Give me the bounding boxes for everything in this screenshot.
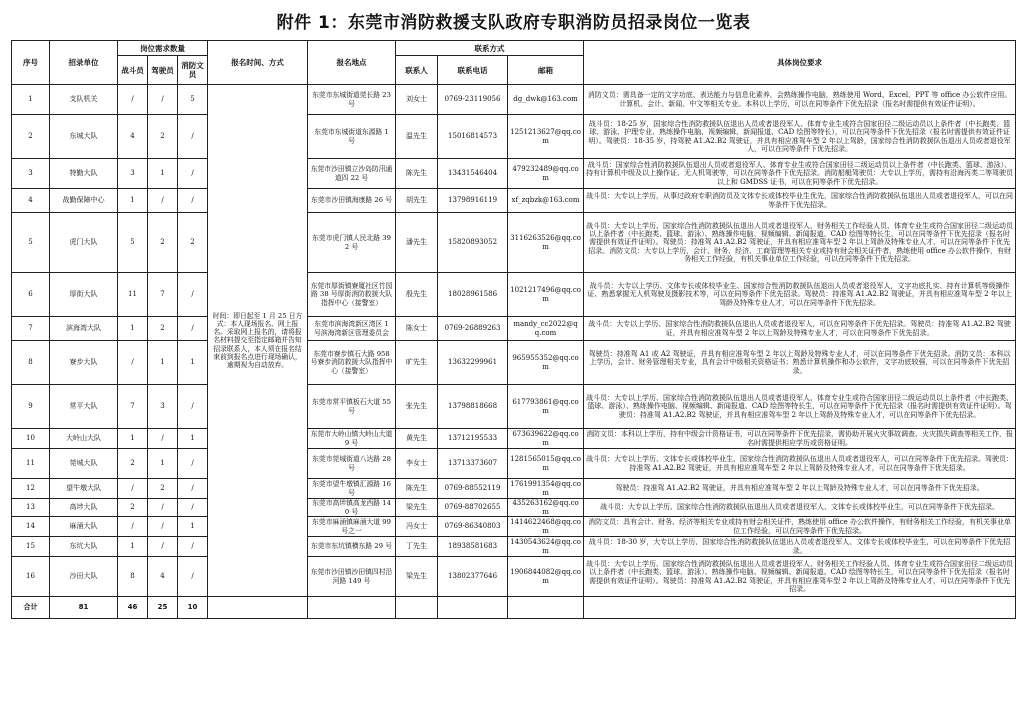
row-requirements: 战斗员：大专以上学历、国家综合性消防救援队伍退出人员或者退役军人、文体专长或体校毕业生，可以在同等条件下优先招录。 xyxy=(584,499,1016,517)
row-person: 刘女士 xyxy=(396,85,438,115)
row-email: 1761991354@qq.com xyxy=(508,479,584,499)
table-row xyxy=(12,189,1016,213)
row-clerk: / xyxy=(178,189,208,213)
total-empty-signup xyxy=(208,597,308,619)
row-combat: 1 xyxy=(118,537,148,557)
table-row xyxy=(12,273,1016,317)
row-combat: / xyxy=(118,85,148,115)
row-email: 965955352@qq.com xyxy=(508,341,584,385)
row-person: 旷先生 xyxy=(396,341,438,385)
table-row xyxy=(12,115,1016,159)
row-unit: 常平大队 xyxy=(50,385,118,429)
table-row xyxy=(12,85,1016,115)
row-place: 东莞市东城街道东源路 1 号 xyxy=(308,115,396,159)
row-place: 东莞市虎门镇人民北路 392 号 xyxy=(308,213,396,273)
row-requirements: 战斗员：大专以上学历，从事过政府专职消防员及文体专长或体校毕业生优先，国家综合性消防救援队伍退出人员或者退役军人，可以在同等条件下优先招录。 xyxy=(584,189,1016,213)
row-email: 479232489@qq.com xyxy=(508,159,584,189)
row-driver: 4 xyxy=(148,557,178,597)
row-requirements: 消防文员：具有会计、财务、经济等相关专业或持有财会相关证件，熟练使用 office 办公软件操作，有财务相关工作经验，有机关事业单位工作经验，可以在同等条件下优先招录。 xyxy=(584,517,1016,537)
total-driver: 25 xyxy=(148,597,178,619)
header-place: 报名地点 xyxy=(308,41,396,85)
row-place: 东莞市望牛墩镇汇源路 16 号 xyxy=(308,479,396,499)
row-unit: 滨海湾大队 xyxy=(50,317,118,341)
row-clerk: / xyxy=(178,317,208,341)
row-seq: 10 xyxy=(12,429,50,449)
table-row xyxy=(12,385,1016,429)
row-place: 东莞市常平镇板石大道 55 号 xyxy=(308,385,396,429)
row-seq: 15 xyxy=(12,537,50,557)
row-unit: 东城大队 xyxy=(50,115,118,159)
row-email: dg_dwk@163.com xyxy=(508,85,584,115)
row-requirements: 消防文员：本科以上学历，持有中级会计资格证书，可以在同等条件下优先招录，需协助开展火灾事故调查、火灾损失调查等相关工作，报名时需提供相应学历或资格证明。 xyxy=(584,429,1016,449)
row-phone: 13713373607 xyxy=(438,449,508,479)
row-seq: 8 xyxy=(12,341,50,385)
row-person: 李女士 xyxy=(396,449,438,479)
row-unit: 望牛墩大队 xyxy=(50,479,118,499)
row-driver: 2 xyxy=(148,213,178,273)
row-seq: 9 xyxy=(12,385,50,429)
row-person: 殷先生 xyxy=(396,273,438,317)
row-place: 东莞市沙田镇立沙岛防汛通道四 22 号 xyxy=(308,159,396,189)
row-clerk: / xyxy=(178,385,208,429)
row-requirements: 战斗员：18-30 岁，大专以上学历，国家综合性消防救援队伍退出人员或者退役军人、文体专长或体校毕业生，可以在同等条件下优先招录。 xyxy=(584,537,1016,557)
row-place: 东莞市沙田镇海康路 26 号 xyxy=(308,189,396,213)
row-place: 东莞市麻涌镇麻涌大道 99 号之一 xyxy=(308,517,396,537)
header-unit: 招录单位 xyxy=(50,41,118,85)
row-unit: 虎门大队 xyxy=(50,213,118,273)
row-clerk: 2 xyxy=(178,213,208,273)
row-combat: 3 xyxy=(118,159,148,189)
row-email: 435263162@qq.com xyxy=(508,499,584,517)
row-phone: 13798818668 xyxy=(438,385,508,429)
row-person: 潘先生 xyxy=(396,213,438,273)
row-combat: 5 xyxy=(118,213,148,273)
row-email: 617793861@qq.com xyxy=(508,385,584,429)
row-email: 1414622468@qq.com xyxy=(508,517,584,537)
row-combat: 11 xyxy=(118,273,148,317)
table-row xyxy=(12,317,1016,341)
row-seq: 2 xyxy=(12,115,50,159)
total-clerk: 10 xyxy=(178,597,208,619)
row-unit: 东坑大队 xyxy=(50,537,118,557)
row-person: 梁先生 xyxy=(396,499,438,517)
row-person: 胡先生 xyxy=(396,189,438,213)
row-phone: 13712195533 xyxy=(438,429,508,449)
row-phone: 15820893052 xyxy=(438,213,508,273)
row-email: 3116263526@qq.com xyxy=(508,213,584,273)
row-clerk: / xyxy=(178,479,208,499)
row-person: 丁先生 xyxy=(396,537,438,557)
row-requirements: 驾驶员：持准驾 A1 或 A2 驾驶证，并具有相应准驾车型 2 年以上驾龄及特殊专业人才，可以在同等条件下优先招录。消防文员：本科以上学历，会计、财务管理相关专业，具有会计中级相关资格证书；熟悉计算机操作和办公软件，文字功底较强，可以在同等条件下优先招录。 xyxy=(584,341,1016,385)
row-email: 673639622@qq.com xyxy=(508,429,584,449)
total-label: 合计 xyxy=(12,597,50,619)
row-phone: 0769-23119056 xyxy=(438,85,508,115)
row-combat: 1 xyxy=(118,429,148,449)
row-unit: 麻涌大队 xyxy=(50,517,118,537)
row-clerk: 1 xyxy=(178,517,208,537)
header-driver: 驾驶员 xyxy=(148,56,178,85)
row-person: 陈先生 xyxy=(396,479,438,499)
row-person: 梁先生 xyxy=(396,557,438,597)
row-phone: 0769-26889263 xyxy=(438,317,508,341)
signup-time-method: 时间：即日起至 1 月 25 日方式：本人现场报名、网上报名。采取网上报名的，请将报名材料提交至指定邮箱并告知招录联系人，本人须在报名结束前到报名点进行现场确认，逾期视为自动放弃。 xyxy=(208,85,308,597)
row-driver: / xyxy=(148,537,178,557)
header-seq: 序号 xyxy=(12,41,50,85)
row-person: 张先生 xyxy=(396,385,438,429)
row-phone: 13798916119 xyxy=(438,189,508,213)
row-requirements: 驾驶员：持准驾 A1.A2.B2 驾驶证，并具有相应准驾车型 2 年以上驾龄及特殊专业人才，可以在同等条件下优先招录。 xyxy=(584,479,1016,499)
row-seq: 3 xyxy=(12,159,50,189)
row-driver: 2 xyxy=(148,479,178,499)
row-phone: 13802377646 xyxy=(438,557,508,597)
table-row xyxy=(12,159,1016,189)
row-email: mandy_cc2022@qq.com xyxy=(508,317,584,341)
row-email: 1251213627@qq.com xyxy=(508,115,584,159)
row-unit: 沙田大队 xyxy=(50,557,118,597)
row-unit: 厚街大队 xyxy=(50,273,118,317)
total-empty-email xyxy=(508,597,584,619)
row-email: xf_zqbzk@163.com xyxy=(508,189,584,213)
row-phone: 18938581683 xyxy=(438,537,508,557)
row-clerk: / xyxy=(178,557,208,597)
row-requirements: 战斗员：国家综合性消防救援队伍退出人员或者退役军人、体育专业生或符合国家田径二级运动员以上条件者（中长跑类、篮球、游泳）、持有计算机中级及以上操作证、无人机驾驶等，可以在同等条件下优先招录。消防船艇驾驶员：大专以上学历，需持有沿海丙类二等驾驶员以上和 GMDSS 证书，可以在同等条件下优先招录。 xyxy=(584,159,1016,189)
row-email: 1021217496@qq.com xyxy=(508,273,584,317)
row-person: 温先生 xyxy=(396,115,438,159)
row-phone: 0769-88552119 xyxy=(438,479,508,499)
table-row xyxy=(12,499,1016,517)
row-driver: 1 xyxy=(148,449,178,479)
row-driver: 2 xyxy=(148,115,178,159)
total-empty-person xyxy=(396,597,438,619)
row-combat: 2 xyxy=(118,449,148,479)
header-demand: 岗位需求数量 xyxy=(118,41,208,56)
row-unit: 莞城大队 xyxy=(50,449,118,479)
row-clerk: 1 xyxy=(178,429,208,449)
row-requirements: 战斗员：大专以上学历、国家综合性消防救援队伍退出人员或者退役军人、财务相关工作经验人员、体育专业生或符合国家田径二级运动员以上条件者（中长跑类、篮球、游泳）、熟练操作电脑、视频编辑、新闻报道、CAD 绘图等特长生，可以在同等条件下优先招录（报名时需提供有效证件证明）。驾驶员：持准驾 A1.A2.B2 驾驶证，并具有相应准驾车型 2 年以上驾龄及特殊专业人才，可以在同等条件下优先招录。消防文员：大专以上学历，会计、财务、经济、工商管理等相关专业或持有财会相关证件者，熟练使用 office 办公软件操作，有财务相关工作经验，有机关事业单位工作经验，可以在同等条件下优先招录。 xyxy=(584,213,1016,273)
row-place: 东莞市东城街道莞长路 23 号 xyxy=(308,85,396,115)
row-person: 黄先生 xyxy=(396,429,438,449)
row-requirements: 战斗员：大专以上学历、国家综合性消防救援队伍退出人员或者退役军人、财务相关工作经验人员、体育专业生或符合国家田径二级运动员以上条件者（中长跑类、篮球、游泳）、熟练操作电脑、视频编辑、新闻报道、CAD 绘图等特长生，可以在同等条件下优先招录（报名时需提供有效证件证明）。驾驶员：持准驾 A1.A2.B2 驾驶证，并具有相应准驾车型 2 年以上驾龄及特殊专业人才，可以在同等条件下优先招录。 xyxy=(584,557,1016,597)
row-unit: 特勤大队 xyxy=(50,159,118,189)
row-requirements: 战斗员：大专以上学历、文体专长或体校毕业生、国家综合性消防救援队伍退出人员或者退役军人，文字功底扎实、持有计算机等级操作证、熟悉掌握无人机驾驶及摄影技术等，可以在同等条件下优先招录。驾驶员：持准驾 A1.A2.B2 驾驶证，并具有相应准驾车型 2 年以上驾龄及特殊专业人才，可以在同等条件下优先招录。 xyxy=(584,273,1016,317)
header-signup: 报名时间、方式 xyxy=(208,41,308,85)
header-requirements: 具体岗位要求 xyxy=(584,41,1016,85)
row-combat: 2 xyxy=(118,499,148,517)
row-clerk: / xyxy=(178,115,208,159)
recruitment-table xyxy=(11,40,1016,619)
row-driver: 3 xyxy=(148,385,178,429)
row-unit: 寮步大队 xyxy=(50,341,118,385)
row-driver: 1 xyxy=(148,159,178,189)
row-place: 东莞市高埗镇高龙西路 140 号 xyxy=(308,499,396,517)
row-clerk: 1 xyxy=(178,341,208,385)
table-row xyxy=(12,537,1016,557)
row-phone: 13632299961 xyxy=(438,341,508,385)
row-person: 冯女士 xyxy=(396,517,438,537)
row-unit: 支队机关 xyxy=(50,85,118,115)
row-clerk: / xyxy=(178,449,208,479)
row-requirements: 战斗员：大专以上学历、国家综合性消防救援队伍退出人员或者退役军人，可以在同等条件下优先招录。驾驶员：持准驾 A1.A2.B2 驾驶证，并具有相应准驾车型 2 年以上驾龄及特殊专业人才，可以在同等条件下优先招录。 xyxy=(584,317,1016,341)
row-driver: / xyxy=(148,499,178,517)
row-combat: 1 xyxy=(118,317,148,341)
row-place: 东莞市滨海湾新区湾区 1 号滨海湾新区管理委员会 xyxy=(308,317,396,341)
total-combat: 46 xyxy=(118,597,148,619)
row-seq: 12 xyxy=(12,479,50,499)
total-empty-place xyxy=(308,597,396,619)
row-seq: 14 xyxy=(12,517,50,537)
row-requirements: 战斗员：18-25 岁，国家综合性消防救援队伍退出人员或者退役军人、体育专业生或符合国家田径二级运动员以上条件者（中长跑类、篮球、游泳、护理专业、熟练操作电脑、视频编辑、新闻报道、CAD 绘图等特长），可以在同等条件下优先招录（报名时需提供有效证件证明）。驾驶员：18-35 岁，持驾驶 A1.A2.B2 驾驶证，并具有相应准驾车型 2 年以上驾龄，国家综合性消防救援队伍退出人员或者退役军人，可以在同等条件下优先招录。 xyxy=(584,115,1016,159)
table-row xyxy=(12,449,1016,479)
row-unit: 战勤保障中心 xyxy=(50,189,118,213)
row-email: 1906844082@qq.com xyxy=(508,557,584,597)
row-combat: 4 xyxy=(118,115,148,159)
header-email: 邮箱 xyxy=(508,56,584,85)
header-contact: 联系方式 xyxy=(396,41,584,56)
row-seq: 11 xyxy=(12,449,50,479)
row-phone: 0769-88702655 xyxy=(438,499,508,517)
table-row xyxy=(12,429,1016,449)
row-place: 东莞市厚街镇寮厦社区竹园路 38 号厚街消防救援大队指挥中心（接警室） xyxy=(308,273,396,317)
row-clerk: / xyxy=(178,537,208,557)
row-phone: 18028961586 xyxy=(438,273,508,317)
row-place: 东莞市莞城街道八达路 28 号 xyxy=(308,449,396,479)
row-combat: / xyxy=(118,517,148,537)
row-combat: / xyxy=(118,341,148,385)
table-body xyxy=(12,85,1016,597)
row-place: 东莞市东坑镇横东路 29 号 xyxy=(308,537,396,557)
row-unit: 高埗大队 xyxy=(50,499,118,517)
row-place: 东莞市沙田镇沙田镇四村沿河路 149 号 xyxy=(308,557,396,597)
row-requirements: 战斗员：大专以上学历、文体专长或体校毕业生、国家综合性消防救援队伍退出人员或者退役军人，可以在同等条件下优先招录。驾驶员：持准驾 A1.A2.B2 驾驶证，并具有相应准驾车型 2 年以上驾龄及特殊专业人才，可以在同等条件下优先招录。 xyxy=(584,449,1016,479)
table-row xyxy=(12,557,1016,597)
row-combat: 7 xyxy=(118,385,148,429)
row-seq: 6 xyxy=(12,273,50,317)
row-phone: 13431546404 xyxy=(438,159,508,189)
row-clerk: / xyxy=(178,273,208,317)
header-person: 联系人 xyxy=(396,56,438,85)
row-combat: 8 xyxy=(118,557,148,597)
row-driver: / xyxy=(148,429,178,449)
total-empty-phone xyxy=(438,597,508,619)
header-phone: 联系电话 xyxy=(438,56,508,85)
row-person: 陈先生 xyxy=(396,159,438,189)
row-driver: / xyxy=(148,189,178,213)
row-clerk: / xyxy=(178,159,208,189)
total-sum: 81 xyxy=(50,597,118,619)
row-place: 东莞市寮步镇石大路 958 号寮步消防救援大队指挥中心（接警室） xyxy=(308,341,396,385)
header-clerk: 消防文员 xyxy=(178,56,208,85)
row-place: 东莞市大岭山镇大岭山大道 9 号 xyxy=(308,429,396,449)
row-driver: / xyxy=(148,517,178,537)
row-clerk: 5 xyxy=(178,85,208,115)
row-requirements: 战斗员：大专以上学历、国家综合性消防救援队伍退出人员或者退役军人、体育专业生或符合国家田径二级运动员以上条件者（中长跑类、篮球、游泳）、熟练操作电脑、视频编辑、新闻报道、CAD 绘图等特长生，可以在同等条件下优先招录（报名时需提供有效证件证明）。驾驶员：持准驾 A1.A2.B2 驾驶证，并具有相应准驾车型 2 年以上驾龄及特殊专业人才，可以在同等条件下优先招录。 xyxy=(584,385,1016,429)
row-combat: / xyxy=(118,479,148,499)
row-requirements: 消防文员：需具备一定的文字功底、表达能力与信息化素养，会熟练操作电脑，熟练使用 Word、Excel、PPT 等 office 办公软件应用。计算机、会计、新闻、中文等相关专业。本科以上学历，可以在同等条件下优先招录（报名时需提供有效证件证明）。 xyxy=(584,85,1016,115)
row-seq: 1 xyxy=(12,85,50,115)
row-phone: 15016814573 xyxy=(438,115,508,159)
row-seq: 16 xyxy=(12,557,50,597)
total-row xyxy=(12,597,1016,619)
row-email: 1430543624@qq.com xyxy=(508,537,584,557)
row-phone: 0769-86340803 xyxy=(438,517,508,537)
row-unit: 大岭山大队 xyxy=(50,429,118,449)
table-row xyxy=(12,479,1016,499)
row-driver: / xyxy=(148,85,178,115)
document-title: 附件 1：东莞市消防救援支队政府专职消防员招录岗位一览表 xyxy=(276,13,751,33)
table-row xyxy=(12,341,1016,385)
total-empty-req xyxy=(584,597,1016,619)
row-clerk: / xyxy=(178,499,208,517)
row-seq: 13 xyxy=(12,499,50,517)
row-combat: 1 xyxy=(118,189,148,213)
row-person: 陈女士 xyxy=(396,317,438,341)
row-seq: 5 xyxy=(12,213,50,273)
header-combat: 战斗员 xyxy=(118,56,148,85)
row-driver: 2 xyxy=(148,317,178,341)
table-row xyxy=(12,213,1016,273)
row-seq: 7 xyxy=(12,317,50,341)
row-driver: 1 xyxy=(148,341,178,385)
table-row xyxy=(12,517,1016,537)
row-driver: 7 xyxy=(148,273,178,317)
row-email: 1281565015@qq.com xyxy=(508,449,584,479)
row-seq: 4 xyxy=(12,189,50,213)
